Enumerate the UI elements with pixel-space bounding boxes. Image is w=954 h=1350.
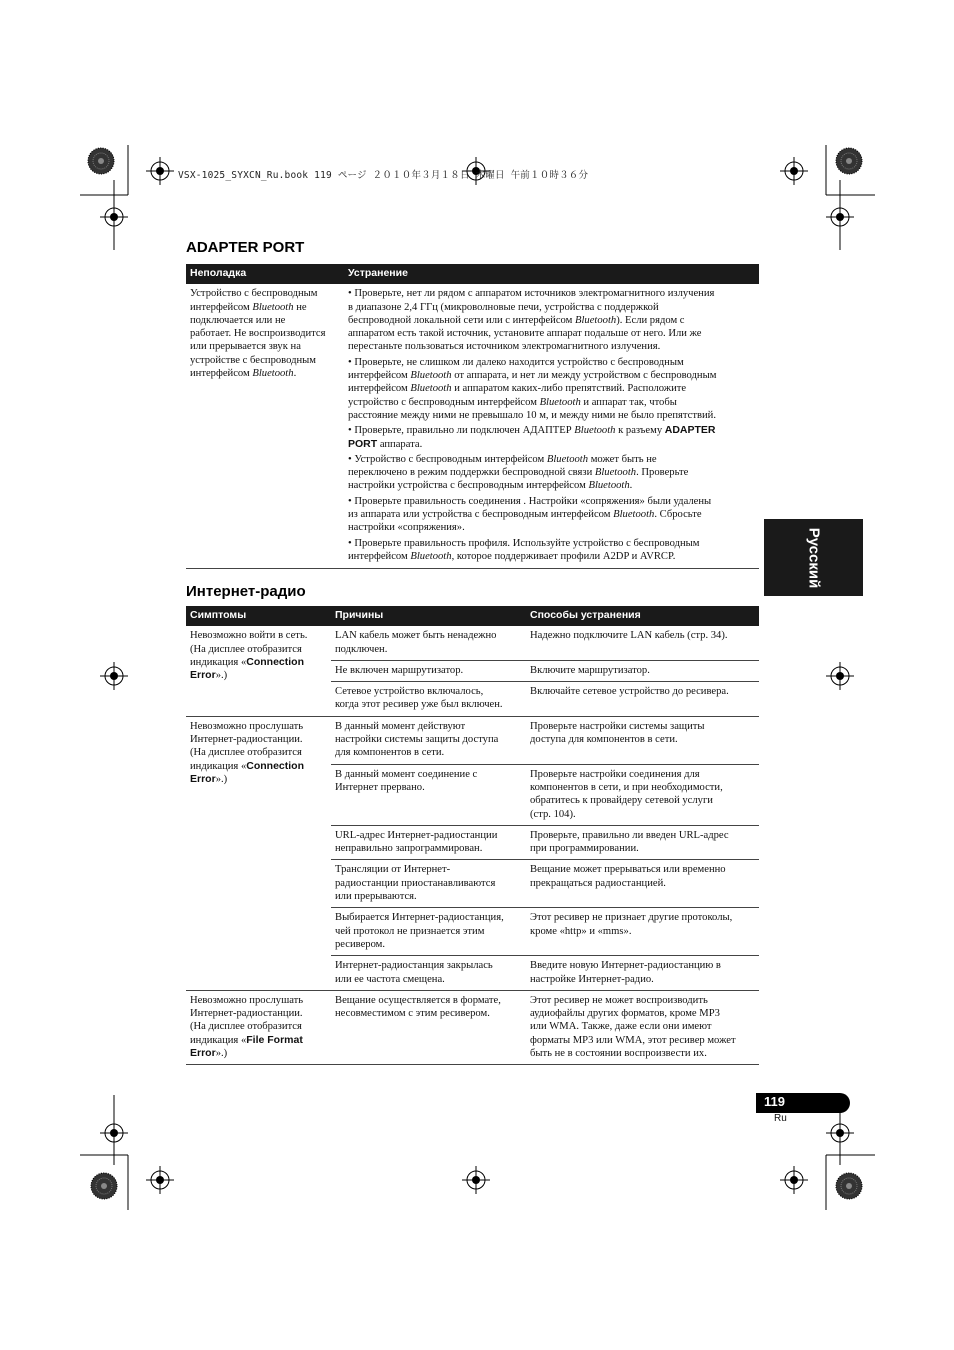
page-language-code: Ru — [774, 1113, 787, 1124]
internet-radio-table — [186, 606, 759, 1065]
page-number: 119 — [764, 1094, 785, 1109]
cause-cell: URL-адрес Интернет-радиостанции неправильно запрограммирован. — [331, 825, 526, 860]
fix-cell: Этот ресивер не может воспроизводить аудиофайлы других форматов, кроме MP3 или WMA. Также, даже если они имеют форматы MP3 или WMA, этот ресивер может быть не в состоянии воспроизвести их. — [526, 990, 759, 1064]
language-side-tab-label: Русский — [805, 527, 822, 588]
fix-cell: Введите новую Интернет-радиостанцию в настройке Интернет-радио. — [526, 956, 759, 991]
cause-cell: В данный момент действуют настройки системы защиты доступа для компонентов в сети. — [331, 716, 526, 764]
cause-cell: LAN кабель может быть ненадежно подключен. — [331, 626, 526, 660]
symptom-cell: Невозможно прослушать Интернет-радиостанции. (На дисплее отобразится индикация «File Format Error».) — [186, 990, 331, 1064]
cause-cell: Сетевое устройство включалось, когда этот ресивер уже был включен. — [331, 682, 526, 717]
fix-cell: Надежно подключите LAN кабель (стр. 34). — [526, 626, 759, 660]
internet-radio-heading: Интернет-радио — [186, 583, 306, 600]
col-remedies-header: Способы устранения — [526, 606, 759, 626]
cause-cell: В данный момент соединение с Интернет прервано. — [331, 764, 526, 825]
fix-cell: Включите маршрутизатор. — [526, 660, 759, 681]
col-causes-header: Причины — [331, 606, 526, 626]
language-side-tab — [764, 519, 863, 596]
fix-cell: Проверьте настройки системы защиты доступа для компонентов в сети. — [526, 716, 759, 764]
col-solution-header: Устранение — [344, 264, 759, 284]
solution-item: • Проверьте, нет ли рядом с аппаратом источников электромагнитного излучения в диапазоне 2,4 ГГц (микроволновые печи, устройства с поддержкой беспроводной локальной сети или с интерфейсом Bluetooth). Если рядом с аппаратом есть такой источник, установите аппарат подальше от него. Или же перестаньте пользоваться источником электромагнитного излучения. — [348, 288, 715, 353]
solution-item: • Устройство с беспроводным интерфейсом Bluetooth может быть не переключено в режим поддержки беспроводной связи Bluetooth. Проверьте настройки устройства с беспроводным интерфейсом Bluetooth. — [348, 453, 689, 492]
fix-cell: Включайте сетевое устройство до ресивера. — [526, 682, 759, 717]
solution-item: • Проверьте правильность профиля. Используйте устройство с беспроводным интерфейсом Bluetooth, которое поддерживает профили A2DP и AVRCP. — [348, 537, 700, 562]
fix-cell: Проверьте настройки соединения для компонентов в сети, и при необходимости, обратитесь к провайдеру сетевой услуги (стр. 104). — [526, 764, 759, 825]
solution-item: • Проверьте правильность соединения . Настройки «сопряжения» были удалены из аппарата или устройства с беспроводным интерфейсом Bluetooth. Сбросьте настройки «сопряжения». — [348, 495, 712, 534]
solution-item: • Проверьте, не слишком ли далеко находится устройство с беспроводным интерфейсом Bluetooth от аппарата, и нет ли между устройством с беспроводным интерфейсом Bluetooth и аппаратом каких-либо препятствий. Расположите устройство с беспроводным интерфейсом Bluetooth и аппарат так, чтобы расстояние между ними не превышало 10 м, и между ними не было препятствий. — [348, 356, 717, 421]
symptom-cell: Невозможно войти в сеть. (На дисплее отобразится индикация «Connection Error».) — [186, 626, 331, 716]
col-problem-header: Неполадка — [186, 264, 344, 284]
symptom-cell: Невозможно прослушать Интернет-радиостанции. (На дисплее отобразится индикация «Connection Error».) — [186, 716, 331, 990]
col-symptoms-header: Симптомы — [186, 606, 331, 626]
cause-cell: Интернет-радиостанция закрылась или ее частота смещена. — [331, 956, 526, 991]
page-number-badge — [756, 1093, 850, 1113]
adapter-port-table — [186, 264, 759, 569]
table-row — [186, 716, 759, 764]
table-row — [186, 626, 759, 660]
cause-cell: Трансляции от Интернет- радиостанции приостанавливаются или прерываются. — [331, 860, 526, 908]
problem-cell: Устройство с беспроводным интерфейсом Bluetooth не подключается или не работает. Не воспроизводится или прерывается звук на устройстве с беспроводным интерфейсом Bluetooth. — [186, 284, 344, 568]
fix-cell: Вещание может прерываться или временно прекращаться радиостанцией. — [526, 860, 759, 908]
solution-item: • Проверьте, правильно ли подключен АДАПТЕР Bluetooth к разъему ADAPTER PORT аппарата. — [348, 424, 716, 450]
cause-cell: Выбирается Интернет-радиостанция, чей протокол не признается этим ресивером. — [331, 908, 526, 956]
fix-cell: Проверьте, правильно ли введен URL-адрес при программировании. — [526, 825, 759, 860]
adapter-port-heading: ADAPTER PORT — [186, 239, 305, 256]
book-header-line: VSX-1025_SYXCN_Ru.book 119 ページ ２０１０年３月１８日 木曜日 午前１０時３６分 — [178, 170, 589, 181]
fix-cell: Этот ресивер не признает другие протоколы, кроме «http» и «mms». — [526, 908, 759, 956]
table-row — [186, 990, 759, 1064]
cause-cell: Не включен маршрутизатор. — [331, 660, 526, 681]
cause-cell: Вещание осуществляется в формате, несовместимом с этим ресивером. — [331, 990, 526, 1064]
solution-cell — [344, 284, 759, 568]
